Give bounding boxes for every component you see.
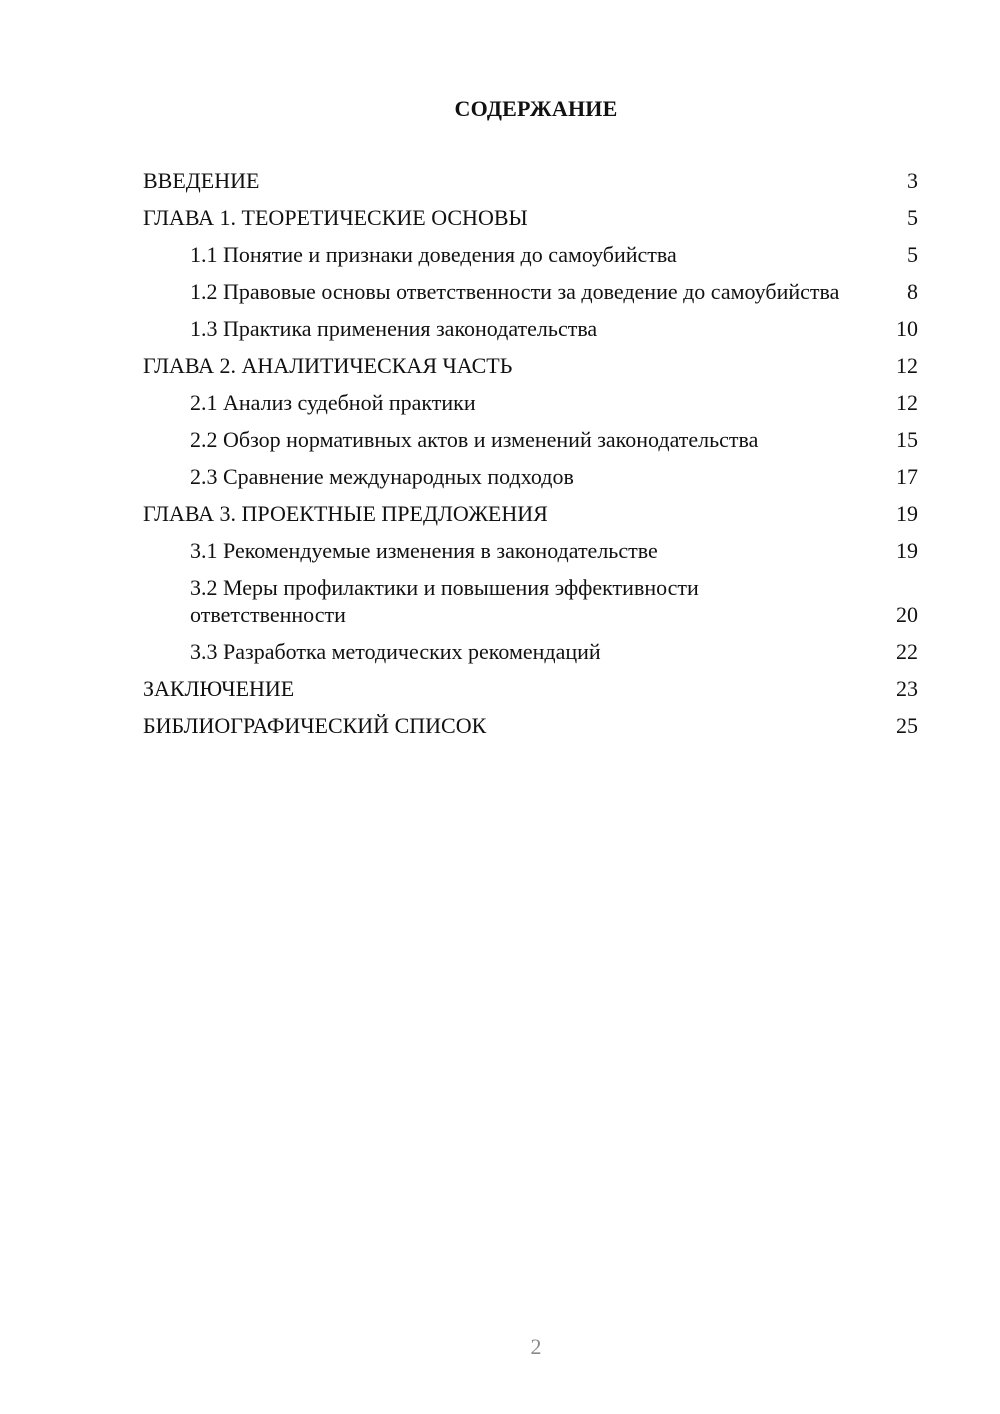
toc-entry-page-number: 12 bbox=[896, 390, 918, 415]
toc-entry-section-2-3[interactable] bbox=[143, 463, 920, 490]
toc-entry-title: БИБЛИОГРАФИЧЕСКИЙ СПИСОК bbox=[143, 713, 487, 738]
toc-entry-bibliography[interactable] bbox=[143, 712, 920, 739]
toc-entry-title: 2.1 Анализ судебной практики bbox=[190, 390, 476, 415]
toc-entry-page-number: 15 bbox=[896, 427, 918, 452]
toc-heading: СОДЕРЖАНИЕ bbox=[454, 96, 618, 121]
toc-entry-section-3-2[interactable] bbox=[143, 574, 920, 628]
toc-entry-title: 3.1 Рекомендуемые изменения в законодательстве bbox=[190, 538, 658, 563]
toc-entry-page-number: 8 bbox=[907, 279, 918, 304]
toc-entry-page-number: 19 bbox=[896, 538, 918, 563]
toc-entry-conclusion[interactable] bbox=[143, 675, 920, 702]
toc-entry-title: ВВЕДЕНИЕ bbox=[143, 168, 260, 193]
toc-entry-chapter-3[interactable] bbox=[143, 500, 920, 527]
toc-entry-title: 2.3 Сравнение международных подходов bbox=[190, 464, 574, 489]
toc-entry-title: ГЛАВА 2. АНАЛИТИЧЕСКАЯ ЧАСТЬ bbox=[143, 353, 513, 378]
toc-entry-title: ГЛАВА 3. ПРОЕКТНЫЕ ПРЕДЛОЖЕНИЯ bbox=[143, 501, 548, 526]
toc-entry-page-number: 10 bbox=[896, 316, 918, 341]
toc-entry-section-3-1[interactable] bbox=[143, 537, 920, 564]
toc-entry-section-2-2[interactable] bbox=[143, 426, 920, 453]
toc-entry-section-2-1[interactable] bbox=[143, 389, 920, 416]
toc-entry-page-number: 12 bbox=[896, 353, 918, 378]
toc-entry-page-number: 20 bbox=[896, 602, 918, 627]
toc-entry-page-number: 5 bbox=[907, 205, 918, 230]
page-number: 2 bbox=[530, 1334, 542, 1359]
toc-entry-title: 1.2 Правовые основы ответственности за доведение до самоубийства bbox=[190, 279, 840, 304]
toc-entry-page-number: 3 bbox=[907, 168, 918, 193]
toc-entry-page-number: 22 bbox=[896, 639, 918, 664]
toc-entry-introduction[interactable] bbox=[143, 167, 920, 194]
toc-entry-section-1-1[interactable] bbox=[143, 241, 920, 268]
toc-entry-page-number: 5 bbox=[907, 242, 918, 267]
toc-entry-chapter-1[interactable] bbox=[143, 204, 920, 231]
table-of-contents bbox=[143, 167, 920, 749]
toc-entry-title: 3.3 Разработка методических рекомендаций bbox=[190, 639, 601, 664]
toc-entry-title: 2.2 Обзор нормативных актов и изменений законодательства bbox=[190, 427, 759, 452]
toc-entry-page-number: 23 bbox=[896, 676, 918, 701]
toc-entry-section-1-3[interactable] bbox=[143, 315, 920, 342]
toc-entry-page-number: 25 bbox=[896, 713, 918, 738]
toc-entry-title: ЗАКЛЮЧЕНИЕ bbox=[143, 676, 295, 701]
toc-entry-title: 3.2 Меры профилактики и повышения эффективности ответственности bbox=[190, 575, 699, 627]
toc-entry-page-number: 17 bbox=[896, 464, 918, 489]
toc-entry-chapter-2[interactable] bbox=[143, 352, 920, 379]
toc-entry-section-1-2[interactable] bbox=[143, 278, 920, 305]
toc-entry-title: 1.1 Понятие и признаки доведения до самоубийства bbox=[190, 242, 677, 267]
toc-entry-section-3-3[interactable] bbox=[143, 638, 920, 665]
toc-entry-title: ГЛАВА 1. ТЕОРЕТИЧЕСКИЕ ОСНОВЫ bbox=[143, 205, 528, 230]
toc-entry-page-number: 19 bbox=[896, 501, 918, 526]
toc-entry-title: 1.3 Практика применения законодательства bbox=[190, 316, 598, 341]
